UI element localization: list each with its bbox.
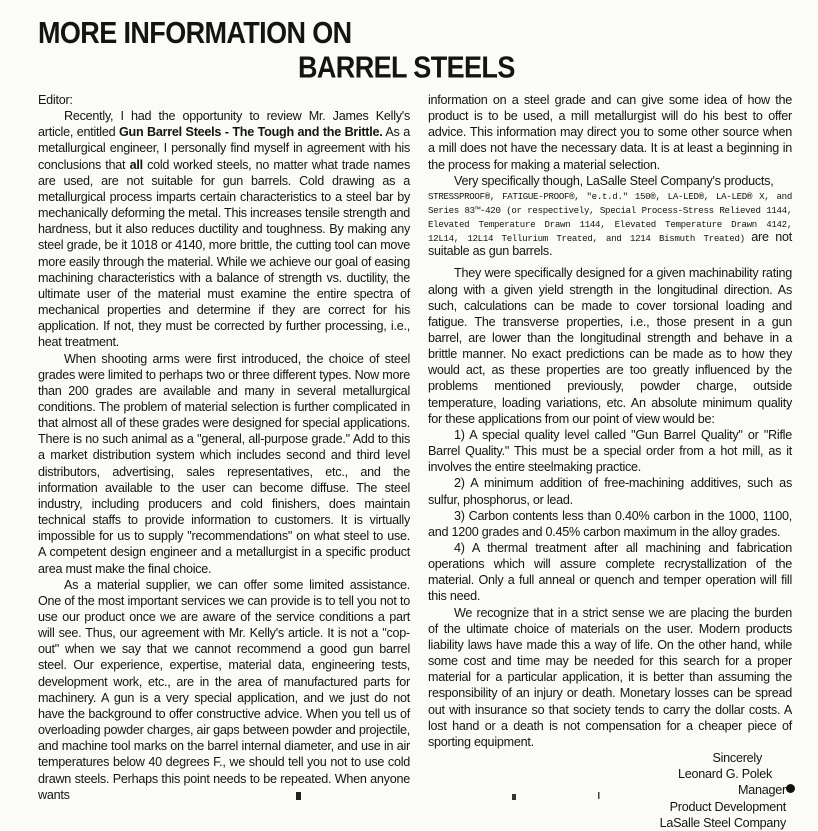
paragraph-1 (38, 108, 410, 350)
list-item-4: 4) A thermal treatment after all machining and fabrication operations which will assure complete recrystallization of the material. Only a full anneal or quench and temper operation will fill this need. (428, 541, 792, 604)
product-names: STRESSPROOF®, FATIGUE-PROOF®, "e.t.d." 150®, LA-LED®, LA-LED® X, and Series 83™-420 (or respectively, Special Process-Stress Relieved 1144, Elevated Temperature Drawn 1144, Elevated Temperature Drawn 4142, 12L14, 12L14 Tellurium Treated, and 1214 Bismuth Treated) (428, 190, 792, 244)
left-column (38, 92, 410, 803)
salutation: Editor: (38, 93, 73, 107)
paragraph-2: When shooting arms were first introduced, the choice of steel grades were limited to perhaps two or three different types. Now more than 200 grades are available and many in several metallurgical conditions. The problem of material selection is further complicated in that almost all of these grades were designed for special applications. There is no such animal as a "general, all-purpose grade." Add to this a market distribution system which includes second and third level distributors, advertising, sales representatives, etc., and the information available to the user can become diffuse. The steel industry, including producers and cold finishers, does maintain technical staffs to provide information to customers. It is virtually impossible for us to supply "recommendations" on what steel to use. A competent design engineer and a metallurgist in a specific product area must make the final choice. (38, 351, 410, 576)
list-item-2: 2) A minimum addition of free-machining additives, such as sulfur, phosphorus, or lead. (428, 476, 792, 507)
paragraph-1-text-a: Recently, I had the opportunity to review Mr. James Kelly's article, entitled (38, 109, 410, 140)
paragraph-3: As a material supplier, we can offer some limited assistance. One of the most important services we can provide is to tell you not to use our product once we are aware of the service conditions a part will see. Thus, our agreement with Mr. Kelly's article. It is not a "cop-out" when we say that we cannot recommend a good gun barrel steel. Our experience, expertise, material data, engineering tests, development work, etc., are in the area of manufactured parts for machinery. A gun is a very special application, and we just do not have the background to offer constructive advice. When you tell us of overloading powder charges, air gaps between powder and projectile, and machine tool marks on the barrel internal diameter, and use in air temperatures below 40 degrees F., we should tell you not to use cold drawn steels. Perhaps this point needs to be repeated. When anyone wants (38, 577, 410, 802)
paragraph-5: They were specifically designed for a given machinability rating along with a given yield strength in the longitudinal direction. As such, calculations can be made to cover torsional loading and fatigue. The transverse properties, i.e., those present in a gun barrel, are lower than the longitudinal strength and behave in a brittle manner. No exact predictions can be made as to how they would act, as these properties are too greatly influenced by the problems mentioned previously, powder charge, outside temperature, loading variations, etc. An absolute minimum quality for these applications from our point of view would be: (428, 266, 792, 426)
product-list-tail: are not suitable as gun barrels. (428, 229, 792, 258)
paragraph-1-text-b: As a metallurgical engineer, I personally find myself in agreement with his conclusions that (38, 125, 410, 172)
paragraph-4: Very specifically though, LaSalle Steel Company's products, (454, 173, 774, 188)
signer-company: LaSalle Steel Company (659, 815, 786, 830)
right-column (428, 92, 792, 831)
closing: Sincerely (712, 751, 762, 766)
paragraph-3-continued: information on a steel grade and can give some idea of how the product is to be used, a mill metallurgist will do his best to offer advice. This information may direct you to some other source when a mill does not have the necessary data. It is at least a beginning in the process for making a material selection. (428, 93, 792, 172)
paragraph-1-text-c: cold worked steels, no matter what trade names are used, are not suitable for gun barrels. Cold drawing as a metallurgical process imparts certain characteristics to a steel bar by mechanically deforming the metal. This increases tensile strength and hardness, but it also reduces ductility and toughness. By making any steel grade, be it 1018 or 4140, more brittle, the cutting tool can move more easily through the material. While we achieve our goal of easing machining characteristics with a balance of strength vs. ductility, the ultimate user of the material must examine the entire spectra of mechanical properties and determine if they are correct for his application. If not, they must be corrected by further processing, i.e., heat treatment. (38, 157, 410, 350)
paragraph-6: We recognize that in a strict sense we are placing the burden of the ultimate choice of materials on the user. Modern products liability laws have made this a way of life. On the other hand, while some cost and time may be needed for this search for a proper material for a particular application, it is better than assuming the responsibility of an injury or death. Monetary losses can be spread out with insurance so that society tends to carry the dollar costs. A lost hand or a death is not compensation for a cheaper piece of sporting equipment. (428, 605, 792, 749)
headline-line-2: BARREL STEELS (298, 50, 515, 85)
signer-name: Leonard G. Polek (677, 767, 772, 782)
list-item-3: 3) Carbon contents less than 0.40% carbon in the 1000, 1100, and 1200 grades and 0.45% carbon maximum in the alloy grades. (428, 508, 792, 539)
product-list (428, 189, 792, 257)
signer-department: Product Development (669, 799, 786, 814)
article-title-ref: Gun Barrel Steels - The Tough and the Brittle. (118, 125, 383, 140)
list-item-1: 1) A special quality level called "Gun Barrel Quality" or "Rifle Barrel Quality." This must be a special order from a hot mill, as it involves the entire steelmaking practice. (428, 427, 792, 475)
emphasis-all: all (129, 157, 143, 172)
signer-title: Manager (738, 783, 786, 798)
headline-line-1: MORE INFORMATION ON (38, 16, 352, 50)
article-headline (38, 16, 798, 85)
scan-noise (0, 790, 818, 800)
